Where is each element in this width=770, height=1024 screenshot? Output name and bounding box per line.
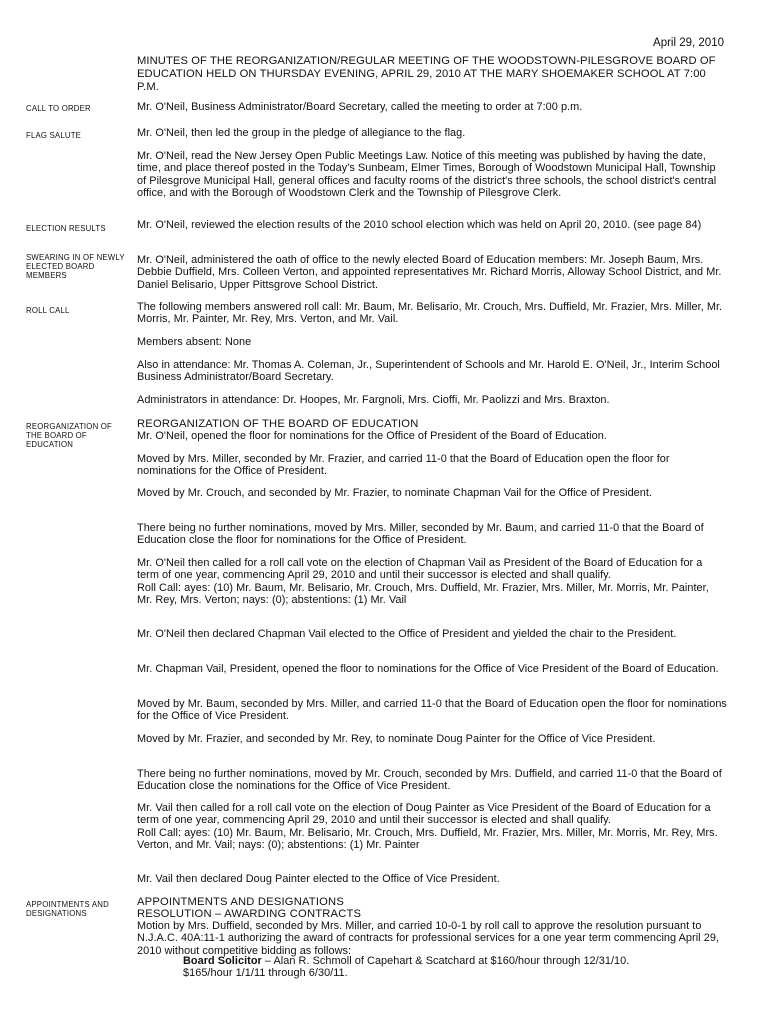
para-flag-salute: Mr. O'Neil, then led the group in the pledge of allegiance to the flag.	[137, 127, 466, 139]
para-swearing-in: Mr. O'Neil, administered the oath of office to the newly elected Board of Education members: Mr. Joseph Baum, Mrs. Debbie Duffield, Mrs. Colleen Verton, and appointed representatives Mr. Richard Morris, Alloway School District, and Mr. Daniel Belisario, Upper Pittsgrove School District.	[137, 254, 722, 291]
label-reorganization: REORGANIZATION OF THE BOARD OF EDUCATION	[26, 422, 112, 449]
para-open-meetings: Mr. O'Neil, read the New Jersey Open Public Meetings Law. Notice of this meeting was published by having the date, time, and place thereof posted in the Today's Sunbeam, Elmer Times, Borough of Woodstown Municipal Hall, Township of Pilesgrove Municipal Hall, general offices and faculty rooms of the district's three schools, the school district's central office, and with the Borough of Woodstown Clerk and the Township of Pilesgrove Clerk.	[137, 150, 717, 200]
label-call-to-order: CALL TO ORDER	[26, 104, 91, 113]
heading-resolution: RESOLUTION – AWARDING CONTRACTS	[137, 908, 362, 920]
label-election-results: ELECTION RESULTS	[26, 224, 106, 233]
para-declared-painter: Mr. Vail then declared Doug Painter elected to the Office of Vice President.	[137, 873, 500, 885]
para-election-results: Mr. O'Neil, reviewed the election results of the 2010 school election which was held on April 20, 2010. (see page 84)	[137, 219, 702, 231]
para-roll-vote-painter	[137, 802, 727, 852]
para-reorg-open: Mr. O'Neil, opened the floor for nominations for the Office of President of the Board of Education.	[137, 430, 607, 442]
solicitor-line	[137, 955, 727, 967]
solicitor-text: – Alan R. Schmoll of Capehart & Scatchard at $160/hour through 12/31/10.	[261, 955, 630, 967]
para-declared-vail: Mr. O'Neil then declared Chapman Vail elected to the Office of President and yielded the chair to the President.	[137, 628, 677, 640]
para-also-attendance: Also in attendance: Mr. Thomas A. Coleman, Jr., Superintendent of Schools and Mr. Harold E. O'Neil, Jr., Interim School Business Administrator/Board Secretary.	[137, 359, 720, 384]
heading-reorganization: REORGANIZATION OF THE BOARD OF EDUCATION	[137, 418, 419, 430]
document-title: MINUTES OF THE REORGANIZATION/REGULAR MEETING OF THE WOODSTOWN-PILESGROVE BOARD OF EDUCATION HELD ON THURSDAY EVENING, APRIL 29, 2010 AT THE MARY SHOEMAKER SCHOOL AT 7:00 P.M.	[137, 55, 716, 93]
para-roll-vote-vail	[137, 557, 727, 607]
solicitor-line-2: $165/hour 1/1/11 through 6/30/11.	[183, 967, 348, 980]
para-call-to-order: Mr. O'Neil, Business Administrator/Board Secretary, called the meeting to order at 7:00 p.m.	[137, 101, 583, 113]
meeting-date: April 29, 2010	[653, 37, 724, 49]
label-swearing-in: SWEARING IN OF NEWLY ELECTED BOARD MEMBERS	[26, 253, 125, 280]
roll-vote-painter-text: Mr. Vail then called for a roll call vote on the election of Doug Painter as Vice President of the Board of Education for a term of one year, commencing April 29, 2010 and until their successor is elected and shall qualify.	[137, 802, 711, 827]
roll-call-vail-text: Roll Call: ayes: (10) Mr. Baum, Mr. Belisario, Mr. Crouch, Mrs. Duffield, Mr. Frazier, Mrs. Miller, Mr. Morris, Mr. Painter, Mr. Rey, Mrs. Verton; nays: (0); abstentions: (1) Mr. Vail	[137, 581, 709, 607]
roll-vote-vail-text: Mr. O'Neil then called for a roll call vote on the election of Chapman Vail as President of the Board of Education for a term of one year, commencing April 29, 2010 and until their successor is elected and shall qualify.	[137, 557, 703, 582]
para-resolution: Motion by Mrs. Duffield, seconded by Mrs. Miller, and carried 10-0-1 by roll call to approve the resolution pursuant to N.J.A.C. 40A:11-1 authorizing the award of contracts for professional services for a one year term commencing April 29, 2010 without competitive bidding as follows:	[137, 920, 720, 957]
para-no-further-vp: There being no further nominations, moved by Mr. Crouch, seconded by Mrs. Duffield, and carried 11-0 that the Board of Education close the nominations for the Office of Vice President.	[137, 768, 722, 793]
para-administrators: Administrators in attendance: Dr. Hoopes, Mr. Fargnoli, Mrs. Cioffi, Mr. Paolizzi and Mrs. Braxton.	[137, 394, 610, 406]
label-flag-salute: FLAG SALUTE	[26, 131, 82, 140]
para-solicitor	[137, 955, 727, 980]
label-roll-call: ROLL CALL	[26, 306, 70, 315]
para-no-further-president: There being no further nominations, moved by Mrs. Miller, seconded by Mr. Baum, and carried 11-0 that the Board of Education close the floor for nominations for the Office of President.	[137, 522, 704, 547]
para-members-absent: Members absent: None	[137, 336, 252, 348]
roll-call-painter-text: Roll Call: ayes: (10) Mr. Baum, Mr. Belisario, Mr. Crouch, Mrs. Duffield, Mr. Frazier, Mrs. Miller, Mr. Morris, Mr. Rey, Mrs. Verton, and Mr. Vail; nays: (0); abstentions: (1) Mr. Painter	[137, 826, 718, 852]
label-appointments: APPOINTMENTS AND DESIGNATIONS	[26, 900, 109, 918]
heading-appointments: APPOINTMENTS AND DESIGNATIONS	[137, 896, 344, 908]
para-moved-crouch-nominate: Moved by Mr. Crouch, and seconded by Mr. Frazier, to nominate Chapman Vail for the Office of President.	[137, 487, 653, 499]
para-moved-baum-open-vp: Moved by Mr. Baum, seconded by Mrs. Miller, and carried 11-0 that the Board of Education open the floor for nominations for the Office of Vice President.	[137, 698, 727, 723]
para-roll-call: The following members answered roll call: Mr. Baum, Mr. Belisario, Mr. Crouch, Mrs. Duffield, Mr. Frazier, Mrs. Miller, Mr. Morris, Mr. Painter, Mr. Rey, Mrs. Verton, and Mr. Vail.	[137, 301, 723, 326]
solicitor-label: Board Solicitor	[183, 955, 262, 967]
para-moved-miller-open: Moved by Mrs. Miller, seconded by Mr. Frazier, and carried 11-0 that the Board of Education open the floor for nominations for the Office of President.	[137, 453, 670, 478]
para-vail-open-vp: Mr. Chapman Vail, President, opened the floor to nominations for the Office of Vice President of the Board of Education.	[137, 663, 719, 675]
para-moved-frazier-nominate: Moved by Mr. Frazier, and seconded by Mr. Rey, to nominate Doug Painter for the Office of Vice President.	[137, 733, 656, 745]
